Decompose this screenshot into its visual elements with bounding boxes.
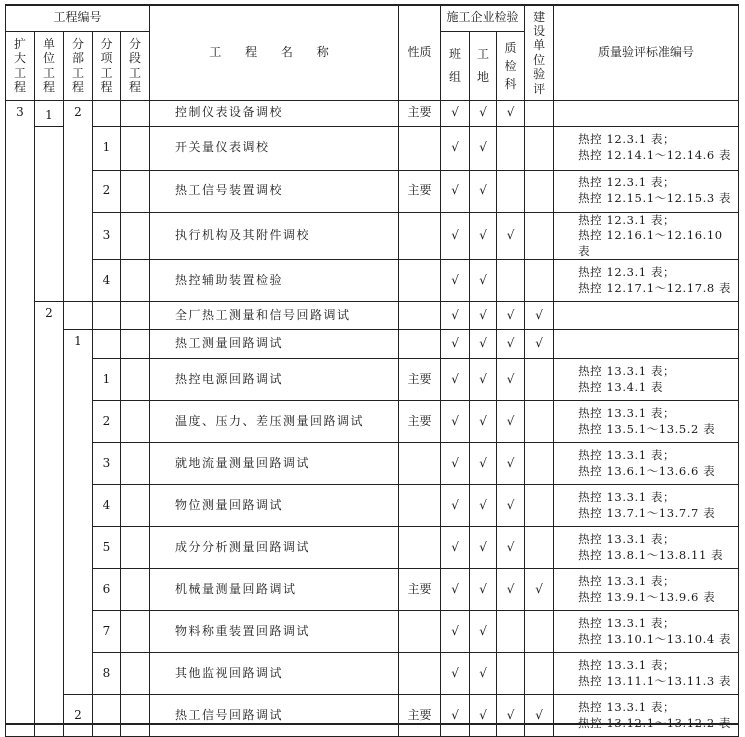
project-name-cell: 开关量仪表调校 — [150, 126, 399, 170]
standard-no-cell — [554, 569, 739, 611]
section-project-header: 分段工程 — [121, 31, 150, 100]
site-check-cell: √ — [470, 401, 497, 443]
nature-cell — [399, 443, 441, 485]
division-project-cell: 2 — [64, 100, 93, 302]
division-project-cell: 2 — [64, 695, 93, 737]
subitem-cell — [93, 695, 121, 737]
standard-no-line: 热控 12.3.1 表； — [578, 265, 676, 280]
team-check-cell: √ — [441, 126, 470, 170]
owner-check-cell — [525, 359, 554, 401]
standard-no-line: 热控 13.3.1 表； — [578, 532, 676, 547]
quality-check-cell — [497, 126, 525, 170]
site-check-cell: √ — [470, 527, 497, 569]
owner-check-cell: √ — [525, 569, 554, 611]
section-cell — [121, 611, 150, 653]
quality-check-cell — [497, 653, 525, 695]
table-row — [6, 302, 739, 330]
standard-no-line: 热控 13.7.1～13.7.7 表 — [578, 505, 716, 520]
quality-check-cell: √ — [497, 527, 525, 569]
nature-cell: 主要 — [399, 695, 441, 737]
subitem-cell: 1 — [93, 126, 121, 170]
table-row — [6, 330, 739, 359]
section-cell — [121, 170, 150, 212]
site-check-cell: √ — [470, 330, 497, 359]
project-name-cell: 执行机构及其附件调校 — [150, 212, 399, 260]
standard-no-line: 热控 12.17.1～12.17.8 表 — [578, 280, 732, 295]
standard-no-cell — [554, 611, 739, 653]
nature-cell — [399, 653, 441, 695]
quality-inspection-header: 质检科 — [497, 31, 525, 100]
section-cell — [121, 527, 150, 569]
team-check-cell: √ — [441, 260, 470, 302]
table-row — [6, 527, 739, 569]
nature-cell — [399, 302, 441, 330]
standard-no-line: 热控 12.14.1～12.14.6 表 — [578, 148, 732, 162]
standard-no-line: 热控 13.9.1～13.9.6 表 — [578, 589, 716, 604]
standard-no-line: 热控 13.3.1 表； — [578, 574, 676, 589]
quality-check-cell: √ — [497, 212, 525, 260]
standard-no-cell — [554, 527, 739, 569]
subitem-cell: 2 — [93, 170, 121, 212]
site-check-cell: √ — [470, 126, 497, 170]
contractor-inspection-header: 施工企业检验 — [441, 5, 525, 31]
subitem-cell: 1 — [93, 359, 121, 401]
section-cell — [121, 126, 150, 170]
division-project-header: 分部工程 — [64, 31, 93, 100]
team-check-cell: √ — [441, 330, 470, 359]
subitem-cell — [93, 100, 121, 126]
project-name-cell: 控制仪表设备调校 — [150, 100, 399, 126]
nature-cell: 主要 — [399, 401, 441, 443]
subitem-cell: 4 — [93, 260, 121, 302]
unit-project-header: 单位工程 — [35, 31, 64, 100]
site-header: 工地 — [470, 31, 497, 100]
site-check-cell: √ — [470, 212, 497, 260]
section-cell — [121, 443, 150, 485]
standard-no-line: 热控 13.3.1 表； — [578, 700, 676, 715]
standard-no-line: 热控 13.3.1 表； — [578, 490, 676, 505]
standard-no-cell — [554, 212, 739, 260]
bottom-rule — [5, 723, 738, 725]
owner-check-cell — [525, 527, 554, 569]
team-check-cell: √ — [441, 569, 470, 611]
nature-header: 性质 — [399, 5, 441, 100]
section-cell — [121, 100, 150, 126]
subitem-cell: 5 — [93, 527, 121, 569]
section-cell — [121, 359, 150, 401]
subitem-cell: 3 — [93, 443, 121, 485]
owner-check-cell: √ — [525, 330, 554, 359]
table-row — [6, 126, 739, 170]
quality-check-cell: √ — [497, 443, 525, 485]
subitem-cell: 3 — [93, 212, 121, 260]
table-row — [6, 359, 739, 401]
subitem-cell: 4 — [93, 485, 121, 527]
section-cell — [121, 330, 150, 359]
table-row — [6, 569, 739, 611]
project-name-cell: 物位测量回路调试 — [150, 485, 399, 527]
project-name-cell: 热控电源回路调试 — [150, 359, 399, 401]
site-check-cell: √ — [470, 359, 497, 401]
owner-check-cell — [525, 100, 554, 126]
site-check-cell: √ — [470, 611, 497, 653]
section-cell — [121, 695, 150, 737]
team-check-cell: √ — [441, 611, 470, 653]
quality-evaluation-table — [5, 4, 739, 737]
standard-no-cell — [554, 100, 739, 126]
standard-no-line: 热控 13.3.1 表； — [578, 658, 676, 673]
site-check-cell: √ — [470, 569, 497, 611]
unit-project-cell: 1 — [35, 100, 64, 126]
section-cell — [121, 653, 150, 695]
table-row — [6, 695, 739, 737]
table-row — [6, 260, 739, 302]
section-cell — [121, 485, 150, 527]
standard-no-cell — [554, 260, 739, 302]
section-cell — [121, 401, 150, 443]
standard-no-cell — [554, 302, 739, 330]
project-name-cell: 物料称重装置回路调试 — [150, 611, 399, 653]
standard-no-line: 热控 13.11.1～13.11.3 表 — [578, 673, 732, 688]
unit-project-cell: 2 — [35, 302, 64, 737]
standard-no-line: 热控 13.5.1～13.5.2 表 — [578, 421, 716, 436]
team-check-cell: √ — [441, 359, 470, 401]
site-check-cell: √ — [470, 485, 497, 527]
table-row — [6, 100, 739, 126]
standard-no-cell — [554, 170, 739, 212]
quality-check-cell: √ — [497, 330, 525, 359]
nature-cell — [399, 126, 441, 170]
site-check-cell: √ — [470, 653, 497, 695]
team-check-cell: √ — [441, 527, 470, 569]
standard-no-line: 热控 13.4.1 表 — [578, 379, 664, 394]
table-row — [6, 170, 739, 212]
team-check-cell: √ — [441, 212, 470, 260]
owner-check-cell — [525, 443, 554, 485]
standard-no-line: 热控 12.3.1 表； — [578, 175, 676, 190]
quality-check-cell: √ — [497, 695, 525, 737]
project-name-cell: 热工信号回路调试 — [150, 695, 399, 737]
section-cell — [121, 212, 150, 260]
standard-no-cell — [554, 330, 739, 359]
project-name-cell: 其他监视回路调试 — [150, 653, 399, 695]
owner-check-cell — [525, 260, 554, 302]
owner-check-cell — [525, 212, 554, 260]
subitem-cell: 2 — [93, 401, 121, 443]
division-project-cell — [64, 302, 93, 330]
table-body — [6, 100, 739, 737]
project-name-cell: 成分分析测量回路调试 — [150, 527, 399, 569]
site-check-cell: √ — [470, 260, 497, 302]
standard-no-cell — [554, 126, 739, 170]
owner-acceptance-label: 建设单位验评 — [533, 9, 546, 96]
project-code-header: 工程编号 — [6, 5, 150, 31]
quality-check-cell: √ — [497, 485, 525, 527]
subitem-cell: 8 — [93, 653, 121, 695]
quality-check-cell: √ — [497, 359, 525, 401]
section-cell — [121, 302, 150, 330]
project-name-header — [150, 5, 399, 100]
team-check-cell: √ — [441, 401, 470, 443]
site-check-cell: √ — [470, 100, 497, 126]
nature-cell — [399, 212, 441, 260]
table-header — [6, 5, 739, 100]
team-header: 班组 — [441, 31, 470, 100]
team-check-cell: √ — [441, 100, 470, 126]
team-check-cell: √ — [441, 695, 470, 737]
table-row — [6, 653, 739, 695]
subitem-cell — [93, 302, 121, 330]
standard-no-line: 热控 13.3.1 表； — [578, 364, 676, 379]
standard-no-line: 热控 13.10.1～13.10.4 表 — [578, 631, 732, 646]
owner-check-cell: √ — [525, 695, 554, 737]
site-check-cell: √ — [470, 695, 497, 737]
table-row — [6, 485, 739, 527]
section-cell — [121, 260, 150, 302]
site-check-cell: √ — [470, 443, 497, 485]
team-check-cell: √ — [441, 485, 470, 527]
expanded-project-header: 扩大工程 — [6, 31, 35, 100]
team-check-cell: √ — [441, 302, 470, 330]
team-check-cell: √ — [441, 443, 470, 485]
standard-no-line: 热控 13.6.1～13.6.6 表 — [578, 463, 716, 478]
owner-check-cell — [525, 653, 554, 695]
expanded-project-cell: 3 — [6, 100, 35, 737]
project-name-cell: 温度、压力、差压测量回路调试 — [150, 401, 399, 443]
quality-check-cell: √ — [497, 401, 525, 443]
standard-no-header: 质量验评标准编号 — [554, 5, 739, 100]
nature-cell — [399, 485, 441, 527]
project-name-cell: 热工测量回路调试 — [150, 330, 399, 359]
standard-no-cell — [554, 359, 739, 401]
standard-no-cell — [554, 485, 739, 527]
division-project-cell: 1 — [64, 330, 93, 695]
subitem-cell: 7 — [93, 611, 121, 653]
project-name-label: 工 程 名 称 — [209, 44, 339, 59]
standard-no-line: 热控 13.3.1 表； — [578, 406, 676, 421]
owner-check-cell — [525, 401, 554, 443]
quality-check-cell: √ — [497, 302, 525, 330]
subitem-cell: 6 — [93, 569, 121, 611]
standard-no-line: 热控 13.3.1 表； — [578, 616, 676, 631]
owner-acceptance-header — [525, 5, 554, 100]
owner-check-cell: √ — [525, 302, 554, 330]
nature-cell — [399, 611, 441, 653]
table-row — [6, 401, 739, 443]
team-check-cell: √ — [441, 170, 470, 212]
subitem-project-header: 分项工程 — [93, 31, 121, 100]
table-row — [6, 443, 739, 485]
standard-no-line: 热控 13.12.1～13.12.2 表 — [578, 715, 732, 730]
project-name-cell: 全厂热工测量和信号回路调试 — [150, 302, 399, 330]
team-check-cell: √ — [441, 653, 470, 695]
nature-cell — [399, 330, 441, 359]
project-name-cell: 机械量测量回路调试 — [150, 569, 399, 611]
nature-cell: 主要 — [399, 170, 441, 212]
project-name-cell: 就地流量测量回路调试 — [150, 443, 399, 485]
standard-no-line: 热控 12.3.1 表； — [578, 212, 676, 227]
project-name-cell: 热控辅助装置检验 — [150, 260, 399, 302]
quality-check-cell — [497, 260, 525, 302]
owner-check-cell — [525, 126, 554, 170]
quality-check-cell — [497, 170, 525, 212]
standard-no-cell — [554, 695, 739, 737]
nature-cell: 主要 — [399, 359, 441, 401]
unit-project-cell — [35, 126, 64, 302]
subitem-cell — [93, 330, 121, 359]
standard-no-line: 热控 12.16.1～12.16.10 表 — [578, 228, 723, 258]
quality-check-cell: √ — [497, 569, 525, 611]
quality-check-cell: √ — [497, 100, 525, 126]
site-check-cell: √ — [470, 302, 497, 330]
standard-no-line: 热控 12.15.1～12.15.3 表 — [578, 191, 732, 205]
nature-cell: 主要 — [399, 569, 441, 611]
site-check-cell: √ — [470, 170, 497, 212]
standard-no-line: 热控 13.3.1 表； — [578, 448, 676, 463]
standard-no-line: 热控 13.8.1～13.8.11 表 — [578, 547, 724, 562]
nature-cell — [399, 260, 441, 302]
standard-no-line: 热控 12.3.1 表； — [578, 132, 676, 147]
nature-cell — [399, 527, 441, 569]
standard-no-cell — [554, 443, 739, 485]
owner-check-cell — [525, 611, 554, 653]
project-name-cell: 热工信号装置调校 — [150, 170, 399, 212]
owner-check-cell — [525, 485, 554, 527]
nature-cell: 主要 — [399, 100, 441, 126]
owner-check-cell — [525, 170, 554, 212]
standard-no-cell — [554, 401, 739, 443]
quality-check-cell — [497, 611, 525, 653]
standard-no-cell — [554, 653, 739, 695]
table-row — [6, 212, 739, 260]
section-cell — [121, 569, 150, 611]
table-row — [6, 611, 739, 653]
